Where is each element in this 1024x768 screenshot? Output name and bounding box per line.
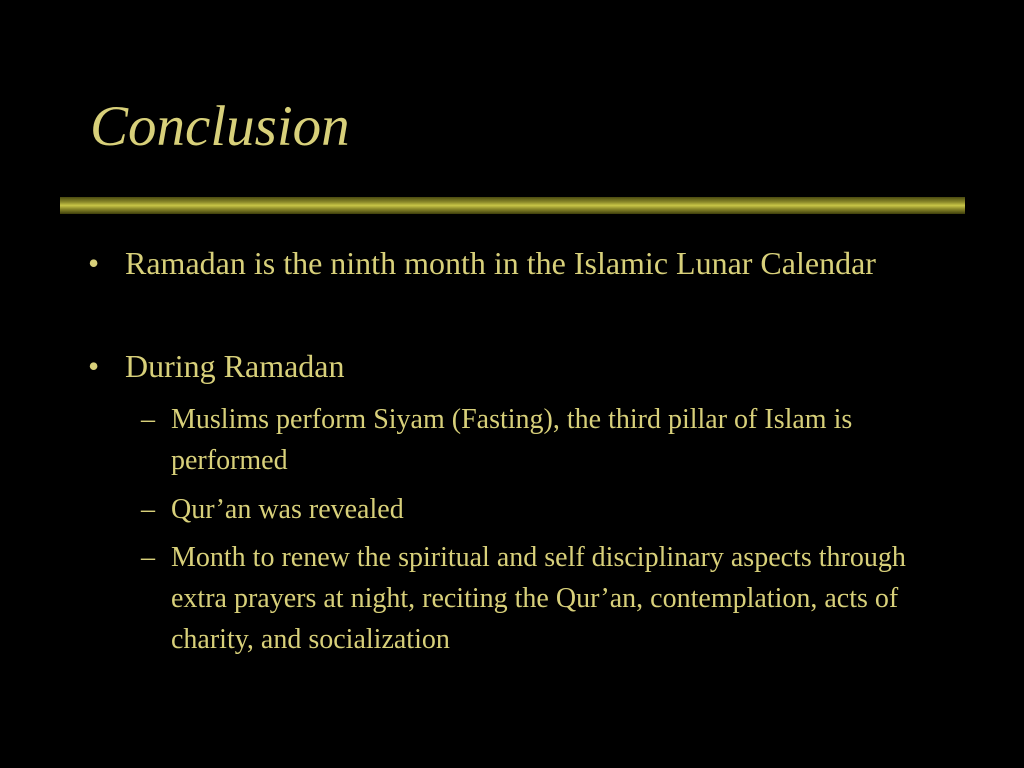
bullet-item (88, 241, 945, 286)
slide-title: Conclusion (90, 95, 350, 158)
sub-bullet-item (141, 489, 961, 530)
sub-bullet-marker: – (141, 404, 155, 435)
sub-bullet-marker: – (141, 494, 155, 525)
bullet-text: During Ramadan (125, 348, 345, 384)
bullet-marker: • (88, 245, 100, 281)
sub-bullet-text: Muslims perform Siyam (Fasting), the third pillar of Islam is performed (171, 404, 853, 476)
sub-bullet-item (141, 399, 961, 481)
sub-bullet-text: Month to renew the spiritual and self disciplinary aspects through extra prayers at night, reciting the Qur’an, contemplation, acts of charity, and socialization (171, 542, 906, 655)
sub-bullet-text: Qur’an was revealed (171, 494, 404, 525)
sub-bullet-item (141, 537, 961, 660)
bullet-text: Ramadan is the ninth month in the Islamic Lunar Calendar (125, 245, 876, 281)
sub-bullet-marker: – (141, 542, 155, 573)
title-divider-bar (60, 197, 965, 214)
bullet-item (88, 344, 945, 389)
bullet-marker: • (88, 348, 100, 384)
